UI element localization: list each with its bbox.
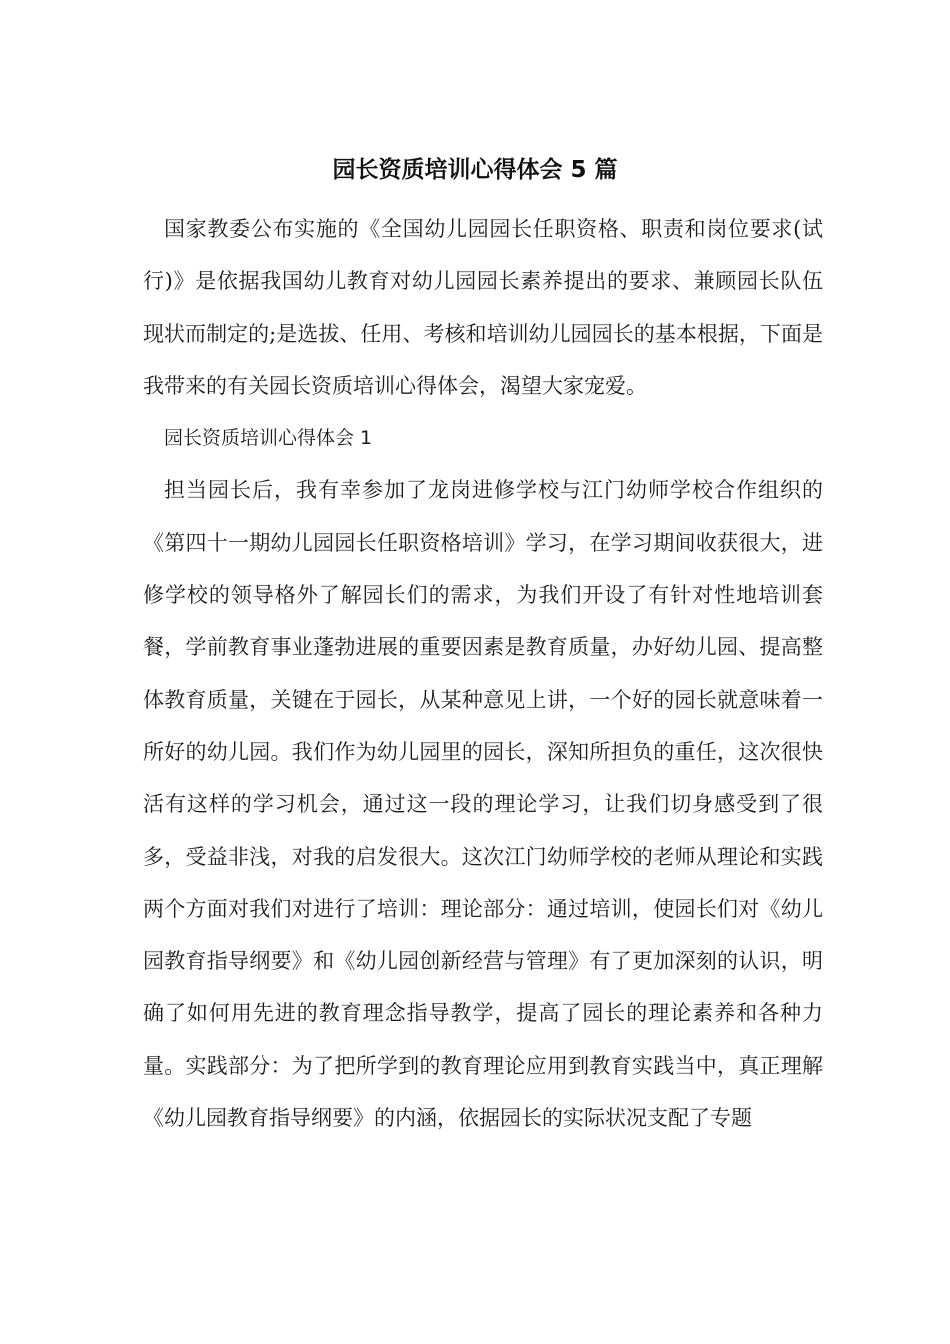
intro-paragraph: 国家教委公布实施的《全国幼儿园园长任职资格、职责和岗位要求(试行)》是依据我国幼儿教育对幼儿园园长素养提出的要求、兼顾园长队伍现状而制定的;是选拔、任用、考核和培训幼儿园园长的基本根据，下面是我带来的有关园长资质培训心得体会，渴望大家宠爱。 bbox=[143, 217, 823, 398]
section-heading: 园长资质培训心得体会 1 bbox=[164, 427, 373, 450]
document-title: 园长资质培训心得体会 5 篇 bbox=[332, 157, 618, 183]
document-body bbox=[143, 203, 823, 1144]
section-paragraph: 担当园长后，我有幸参加了龙岗进修学校与江门幼师学校合作组织的《第四十一期幼儿园园长任职资格培训》学习，在学习期间收获很大，进修学校的领导格外了解园长们的需求，为我们开设了有针对性地培训套餐，学前教育事业蓬勃进展的重要因素是教育质量，办好幼儿园、提高整体教育质量，关键在于园长，从某种意见上讲，一个好的园长就意味着一所好的幼儿园。我们作为幼儿园里的园长，深知所担负的重任，这次很快活有这样的学习机会，通过这一段的理论学习，让我们切身感受到了很多，受益非浅，对我的启发很大。这次江门幼师学校的老师从理论和实践两个方面对我们对进行了培训：理论部分：通过培训，使园长们对《幼儿园教育指导纲要》和《幼儿园创新经营与管理》有了更加深刻的认识，明确了如何用先进的教育理念指导教学，提高了园长的理论素养和各种力量。实践部分：为了把所学到的教育理论应用到教育实践当中，真正理解《幼儿园教育指导纲要》的内涵，依据园长的实际状况支配了专题 bbox=[143, 478, 823, 1131]
